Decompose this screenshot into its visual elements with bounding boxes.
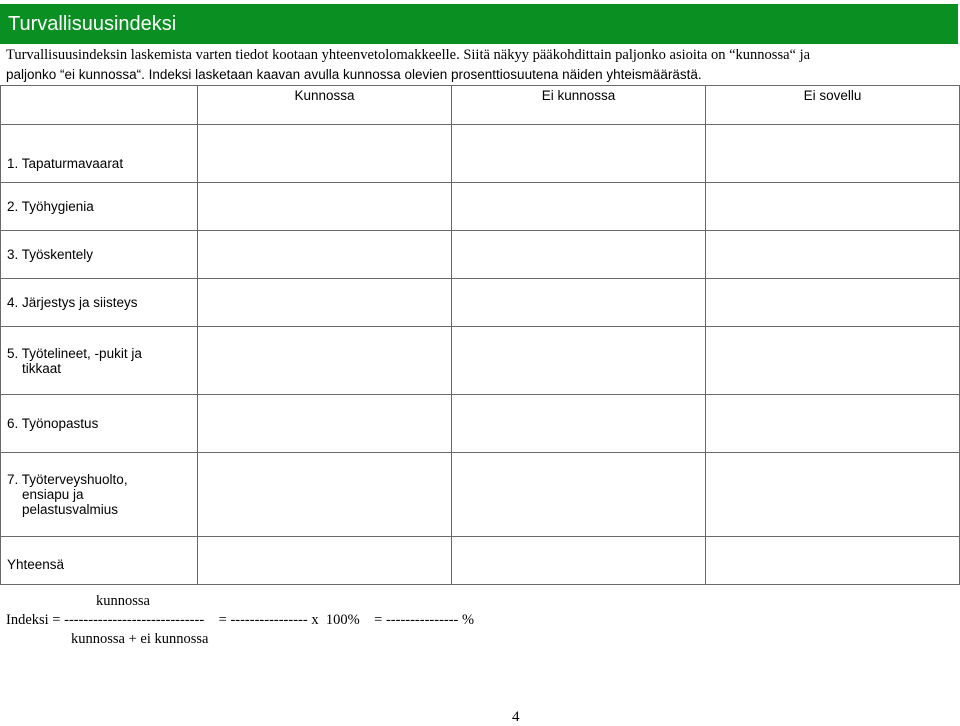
header-kunnossa: Kunnossa xyxy=(198,86,452,125)
row-label: 1. Tapaturmavaarat xyxy=(1,125,198,183)
cell-kunnossa[interactable] xyxy=(198,231,452,279)
index-formula xyxy=(6,592,475,668)
header-ei-sovellu: Ei sovellu xyxy=(706,86,960,125)
cell-kunnossa[interactable] xyxy=(198,453,452,537)
cell-ei-sovellu-total[interactable] xyxy=(706,537,960,585)
cell-ei-sovellu[interactable] xyxy=(706,183,960,231)
intro-line-2: paljonko “ei kunnossa“. Indeksi lasketaan kaavan avulla kunnossa olevien prosenttiosuutena näiden yhteismäärästä. xyxy=(6,67,702,82)
index-table xyxy=(0,85,960,585)
cell-ei-kunnossa[interactable] xyxy=(452,231,706,279)
cell-ei-sovellu[interactable] xyxy=(706,453,960,537)
row-label: 6. Työnopastus xyxy=(1,395,198,453)
formula-main-line: Indeksi = ----------------------------- = ---------------- x 100% = --------------- % xyxy=(6,612,475,628)
row-label-total: Yhteensä xyxy=(1,537,198,585)
table-row xyxy=(1,183,960,231)
row-label: 2. Työhygienia xyxy=(1,183,198,231)
formula-numerator: kunnossa xyxy=(96,593,150,609)
table-row xyxy=(1,327,960,395)
cell-ei-kunnossa[interactable] xyxy=(452,183,706,231)
page-title: Turvallisuusindeksi xyxy=(0,4,958,44)
table-row xyxy=(1,231,960,279)
row-label: 5. Työtelineet, -pukit ja tikkaat xyxy=(1,327,198,395)
cell-kunnossa[interactable] xyxy=(198,327,452,395)
table-row xyxy=(1,125,960,183)
page-number: 4 xyxy=(512,709,520,725)
cell-ei-sovellu[interactable] xyxy=(706,231,960,279)
row-label: 7. Työterveyshuolto, ensiapu ja pelastusvalmius xyxy=(1,453,198,537)
cell-kunnossa[interactable] xyxy=(198,279,452,327)
row-label: 4. Järjestys ja siisteys xyxy=(1,279,198,327)
header-ei-kunnossa: Ei kunnossa xyxy=(452,86,706,125)
header-empty-cell xyxy=(1,86,198,125)
cell-ei-kunnossa[interactable] xyxy=(452,125,706,183)
table-header-row xyxy=(1,86,960,125)
cell-ei-kunnossa[interactable] xyxy=(452,395,706,453)
cell-ei-sovellu[interactable] xyxy=(706,395,960,453)
cell-ei-kunnossa-total[interactable] xyxy=(452,537,706,585)
table-row xyxy=(1,395,960,453)
cell-ei-sovellu[interactable] xyxy=(706,279,960,327)
cell-kunnossa[interactable] xyxy=(198,125,452,183)
table-row-total xyxy=(1,537,960,585)
table-row xyxy=(1,453,960,537)
cell-kunnossa-total[interactable] xyxy=(198,537,452,585)
intro-line-1: Turvallisuusindeksin laskemista varten tiedot kootaan yhteenvetolomakkeelle. Siitä näkyy pääkohdittain paljonko asioita on “kunnossa“ ja xyxy=(6,47,811,63)
row-label: 3. Työskentely xyxy=(1,231,198,279)
table-row xyxy=(1,279,960,327)
cell-ei-kunnossa[interactable] xyxy=(452,453,706,537)
cell-ei-sovellu[interactable] xyxy=(706,327,960,395)
cell-kunnossa[interactable] xyxy=(198,183,452,231)
cell-ei-kunnossa[interactable] xyxy=(452,327,706,395)
cell-ei-sovellu[interactable] xyxy=(706,125,960,183)
cell-ei-kunnossa[interactable] xyxy=(452,279,706,327)
formula-denominator: kunnossa + ei kunnossa xyxy=(71,631,209,647)
cell-kunnossa[interactable] xyxy=(198,395,452,453)
intro-text xyxy=(6,45,946,85)
